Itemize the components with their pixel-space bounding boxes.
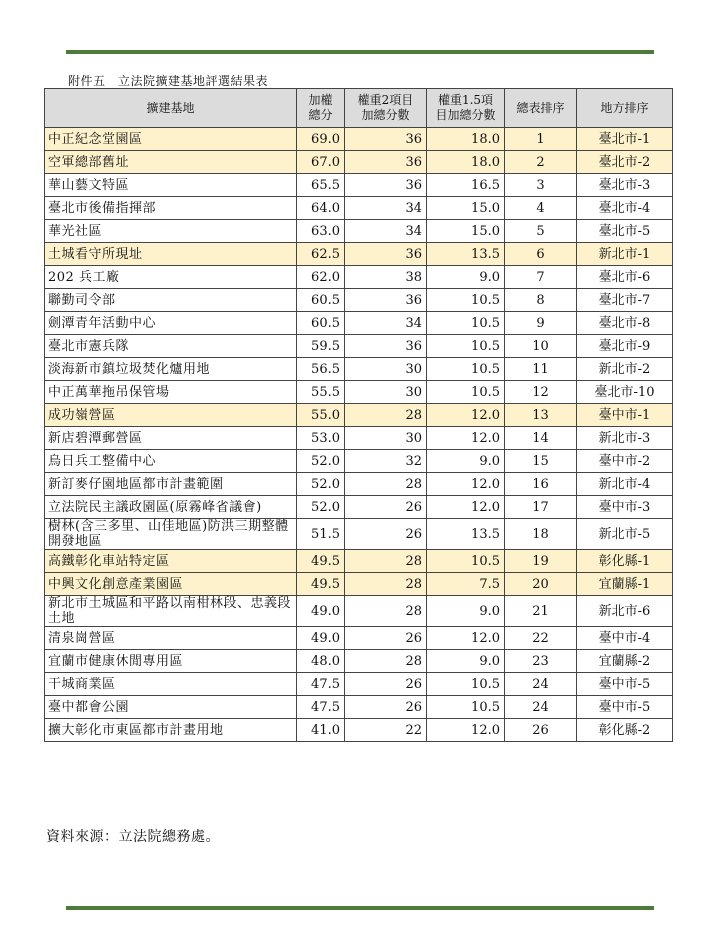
cell-weight2: 26: [345, 673, 427, 696]
cell-local-rank: 臺中市-3: [577, 496, 673, 519]
cell-score: 47.5: [297, 673, 345, 696]
table-row: [45, 358, 673, 381]
cell-weight15: 15.0: [427, 220, 505, 243]
cell-site: 干城商業區: [45, 673, 297, 696]
cell-site: 中正萬華拖吊保管場: [45, 381, 297, 404]
cell-site: 臺中都會公園: [45, 696, 297, 719]
cell-site: 新店碧潭郵營區: [45, 427, 297, 450]
cell-score: 60.5: [297, 312, 345, 335]
cell-score: 41.0: [297, 719, 345, 742]
cell-score: 53.0: [297, 427, 345, 450]
cell-local-rank: 臺北市-4: [577, 197, 673, 220]
cell-weight15: 9.0: [427, 450, 505, 473]
cell-site: 華山藝文特區: [45, 174, 297, 197]
col-header-score: 加權 總分: [297, 89, 345, 128]
cell-rank: 23: [505, 650, 577, 673]
cell-score: 69.0: [297, 128, 345, 151]
cell-site: 劍潭青年活動中心: [45, 312, 297, 335]
cell-rank: 2: [505, 151, 577, 174]
table-row: [45, 151, 673, 174]
cell-local-rank: 新北市-6: [577, 596, 673, 627]
cell-rank: 16: [505, 473, 577, 496]
cell-local-rank: 臺北市-7: [577, 289, 673, 312]
cell-weight2: 36: [345, 128, 427, 151]
cell-score: 62.5: [297, 243, 345, 266]
cell-rank: 8: [505, 289, 577, 312]
cell-score: 60.5: [297, 289, 345, 312]
cell-rank: 21: [505, 596, 577, 627]
cell-score: 63.0: [297, 220, 345, 243]
table-row: [45, 496, 673, 519]
col-header-weight15: 權重1.5項 目加總分數: [427, 89, 505, 128]
cell-local-rank: 臺北市-8: [577, 312, 673, 335]
cell-rank: 12: [505, 381, 577, 404]
table-row: [45, 596, 673, 627]
cell-local-rank: 臺中市-5: [577, 673, 673, 696]
cell-site: 中興文化創意產業園區: [45, 573, 297, 596]
cell-rank: 11: [505, 358, 577, 381]
cell-local-rank: 臺中市-1: [577, 404, 673, 427]
top-rule: [66, 50, 654, 54]
cell-weight2: 26: [345, 519, 427, 550]
cell-weight15: 13.5: [427, 519, 505, 550]
cell-score: 65.5: [297, 174, 345, 197]
cell-weight15: 12.0: [427, 627, 505, 650]
cell-weight15: 12.0: [427, 719, 505, 742]
cell-local-rank: 臺北市-10: [577, 381, 673, 404]
table-row: [45, 519, 673, 550]
cell-site: 宜蘭市健康休閒專用區: [45, 650, 297, 673]
cell-weight15: 7.5: [427, 573, 505, 596]
col-header-weight2: 權重2項目 加總分數: [345, 89, 427, 128]
table-row: [45, 220, 673, 243]
cell-rank: 18: [505, 519, 577, 550]
cell-site: 臺北市憲兵隊: [45, 335, 297, 358]
table-row: [45, 312, 673, 335]
cell-weight2: 26: [345, 496, 427, 519]
cell-local-rank: 臺中市-4: [577, 627, 673, 650]
cell-weight15: 10.5: [427, 358, 505, 381]
cell-weight2: 28: [345, 404, 427, 427]
cell-weight15: 10.5: [427, 312, 505, 335]
cell-site: 烏日兵工整備中心: [45, 450, 297, 473]
cell-weight15: 9.0: [427, 266, 505, 289]
table-row: [45, 289, 673, 312]
cell-weight2: 36: [345, 243, 427, 266]
cell-local-rank: 新北市-1: [577, 243, 673, 266]
cell-local-rank: 新北市-4: [577, 473, 673, 496]
cell-score: 52.0: [297, 496, 345, 519]
cell-local-rank: 臺北市-1: [577, 128, 673, 151]
cell-weight15: 15.0: [427, 197, 505, 220]
cell-weight2: 36: [345, 289, 427, 312]
cell-weight15: 12.0: [427, 473, 505, 496]
cell-rank: 10: [505, 335, 577, 358]
col-header-rank: 總表排序: [505, 89, 577, 128]
cell-local-rank: 新北市-2: [577, 358, 673, 381]
cell-score: 49.5: [297, 550, 345, 573]
cell-score: 55.5: [297, 381, 345, 404]
table-row: [45, 696, 673, 719]
cell-rank: 17: [505, 496, 577, 519]
cell-score: 55.0: [297, 404, 345, 427]
table-row: [45, 381, 673, 404]
cell-weight15: 9.0: [427, 596, 505, 627]
table-row: [45, 450, 673, 473]
cell-weight15: 10.5: [427, 335, 505, 358]
cell-local-rank: 臺北市-6: [577, 266, 673, 289]
cell-score: 56.5: [297, 358, 345, 381]
cell-local-rank: 臺中市-2: [577, 450, 673, 473]
cell-weight15: 18.0: [427, 128, 505, 151]
cell-weight2: 26: [345, 696, 427, 719]
cell-score: 64.0: [297, 197, 345, 220]
cell-weight2: 30: [345, 427, 427, 450]
cell-site: 聯勤司令部: [45, 289, 297, 312]
cell-local-rank: 新北市-5: [577, 519, 673, 550]
cell-score: 67.0: [297, 151, 345, 174]
cell-score: 47.5: [297, 696, 345, 719]
table-row: [45, 719, 673, 742]
table-caption: 附件五 立法院擴建基地評選結果表: [68, 74, 269, 88]
cell-rank: 24: [505, 696, 577, 719]
cell-local-rank: 臺北市-9: [577, 335, 673, 358]
cell-weight15: 10.5: [427, 696, 505, 719]
cell-score: 59.5: [297, 335, 345, 358]
table-row: [45, 473, 673, 496]
cell-rank: 26: [505, 719, 577, 742]
cell-weight15: 10.5: [427, 289, 505, 312]
cell-score: 62.0: [297, 266, 345, 289]
cell-rank: 24: [505, 673, 577, 696]
source-note: 資料來源：立法院總務處。: [46, 829, 220, 845]
cell-score: 52.0: [297, 450, 345, 473]
cell-site: 中正紀念堂園區: [45, 128, 297, 151]
cell-weight2: 30: [345, 381, 427, 404]
cell-site: 新北市土城區和平路以南柑林段、忠義段土地: [45, 596, 297, 627]
cell-rank: 7: [505, 266, 577, 289]
table-row: [45, 627, 673, 650]
cell-site: 淡海新市鎮垃圾焚化爐用地: [45, 358, 297, 381]
cell-local-rank: 宜蘭縣-1: [577, 573, 673, 596]
cell-weight2: 28: [345, 550, 427, 573]
cell-rank: 19: [505, 550, 577, 573]
cell-weight2: 34: [345, 197, 427, 220]
cell-rank: 13: [505, 404, 577, 427]
table-body: [45, 128, 673, 742]
table-row: [45, 335, 673, 358]
col-header-site: 擴建基地: [45, 89, 297, 128]
cell-rank: 9: [505, 312, 577, 335]
table-row: [45, 573, 673, 596]
cell-rank: 20: [505, 573, 577, 596]
cell-rank: 4: [505, 197, 577, 220]
cell-site: 立法院民主議政園區(原霧峰省議會): [45, 496, 297, 519]
cell-weight2: 28: [345, 596, 427, 627]
cell-weight2: 34: [345, 312, 427, 335]
cell-site: 華光社區: [45, 220, 297, 243]
cell-site: 土城看守所現址: [45, 243, 297, 266]
cell-site: 新訂麥仔園地區都市計畫範圍: [45, 473, 297, 496]
cell-rank: 14: [505, 427, 577, 450]
table-row: [45, 404, 673, 427]
cell-weight15: 12.0: [427, 404, 505, 427]
table-row: [45, 243, 673, 266]
cell-weight2: 22: [345, 719, 427, 742]
cell-weight15: 9.0: [427, 650, 505, 673]
cell-local-rank: 彰化縣-2: [577, 719, 673, 742]
results-table: [44, 88, 673, 742]
cell-weight15: 10.5: [427, 673, 505, 696]
cell-weight15: 16.5: [427, 174, 505, 197]
cell-weight2: 34: [345, 220, 427, 243]
cell-rank: 1: [505, 128, 577, 151]
cell-weight15: 12.0: [427, 427, 505, 450]
cell-rank: 5: [505, 220, 577, 243]
cell-local-rank: 臺中市-5: [577, 696, 673, 719]
cell-rank: 15: [505, 450, 577, 473]
cell-weight15: 10.5: [427, 381, 505, 404]
cell-weight2: 36: [345, 151, 427, 174]
cell-rank: 22: [505, 627, 577, 650]
cell-local-rank: 彰化縣-1: [577, 550, 673, 573]
cell-weight2: 38: [345, 266, 427, 289]
cell-local-rank: 臺北市-2: [577, 151, 673, 174]
cell-weight2: 30: [345, 358, 427, 381]
cell-weight15: 10.5: [427, 550, 505, 573]
cell-local-rank: 臺北市-3: [577, 174, 673, 197]
cell-site: 擴大彰化市東區都市計畫用地: [45, 719, 297, 742]
table-row: [45, 128, 673, 151]
table-row: [45, 650, 673, 673]
cell-site: 清泉崗營區: [45, 627, 297, 650]
bottom-rule: [66, 906, 654, 910]
cell-local-rank: 新北市-3: [577, 427, 673, 450]
cell-weight2: 28: [345, 473, 427, 496]
cell-local-rank: 臺北市-5: [577, 220, 673, 243]
table-row: [45, 197, 673, 220]
cell-weight2: 28: [345, 650, 427, 673]
cell-score: 49.0: [297, 596, 345, 627]
cell-weight15: 18.0: [427, 151, 505, 174]
cell-site: 成功嶺營區: [45, 404, 297, 427]
cell-weight2: 32: [345, 450, 427, 473]
cell-site: 臺北市後備指揮部: [45, 197, 297, 220]
cell-site: 202 兵工廠: [45, 266, 297, 289]
cell-score: 51.5: [297, 519, 345, 550]
table-row: [45, 673, 673, 696]
cell-rank: 6: [505, 243, 577, 266]
table-row: [45, 550, 673, 573]
header-row: [45, 89, 673, 128]
cell-score: 49.5: [297, 573, 345, 596]
cell-weight2: 36: [345, 174, 427, 197]
cell-weight2: 28: [345, 573, 427, 596]
col-header-local-rank: 地方排序: [577, 89, 673, 128]
cell-local-rank: 宜蘭縣-2: [577, 650, 673, 673]
cell-weight2: 26: [345, 627, 427, 650]
cell-score: 52.0: [297, 473, 345, 496]
cell-site: 空軍總部舊址: [45, 151, 297, 174]
cell-weight15: 13.5: [427, 243, 505, 266]
cell-score: 49.0: [297, 627, 345, 650]
table-row: [45, 427, 673, 450]
cell-weight15: 12.0: [427, 496, 505, 519]
table-row: [45, 174, 673, 197]
cell-weight2: 36: [345, 335, 427, 358]
table-row: [45, 266, 673, 289]
cell-site: 高鐵彰化車站特定區: [45, 550, 297, 573]
cell-score: 48.0: [297, 650, 345, 673]
cell-site: 樹林(含三多里、山佳地區)防洪三期整體開發地區: [45, 519, 297, 550]
cell-rank: 3: [505, 174, 577, 197]
